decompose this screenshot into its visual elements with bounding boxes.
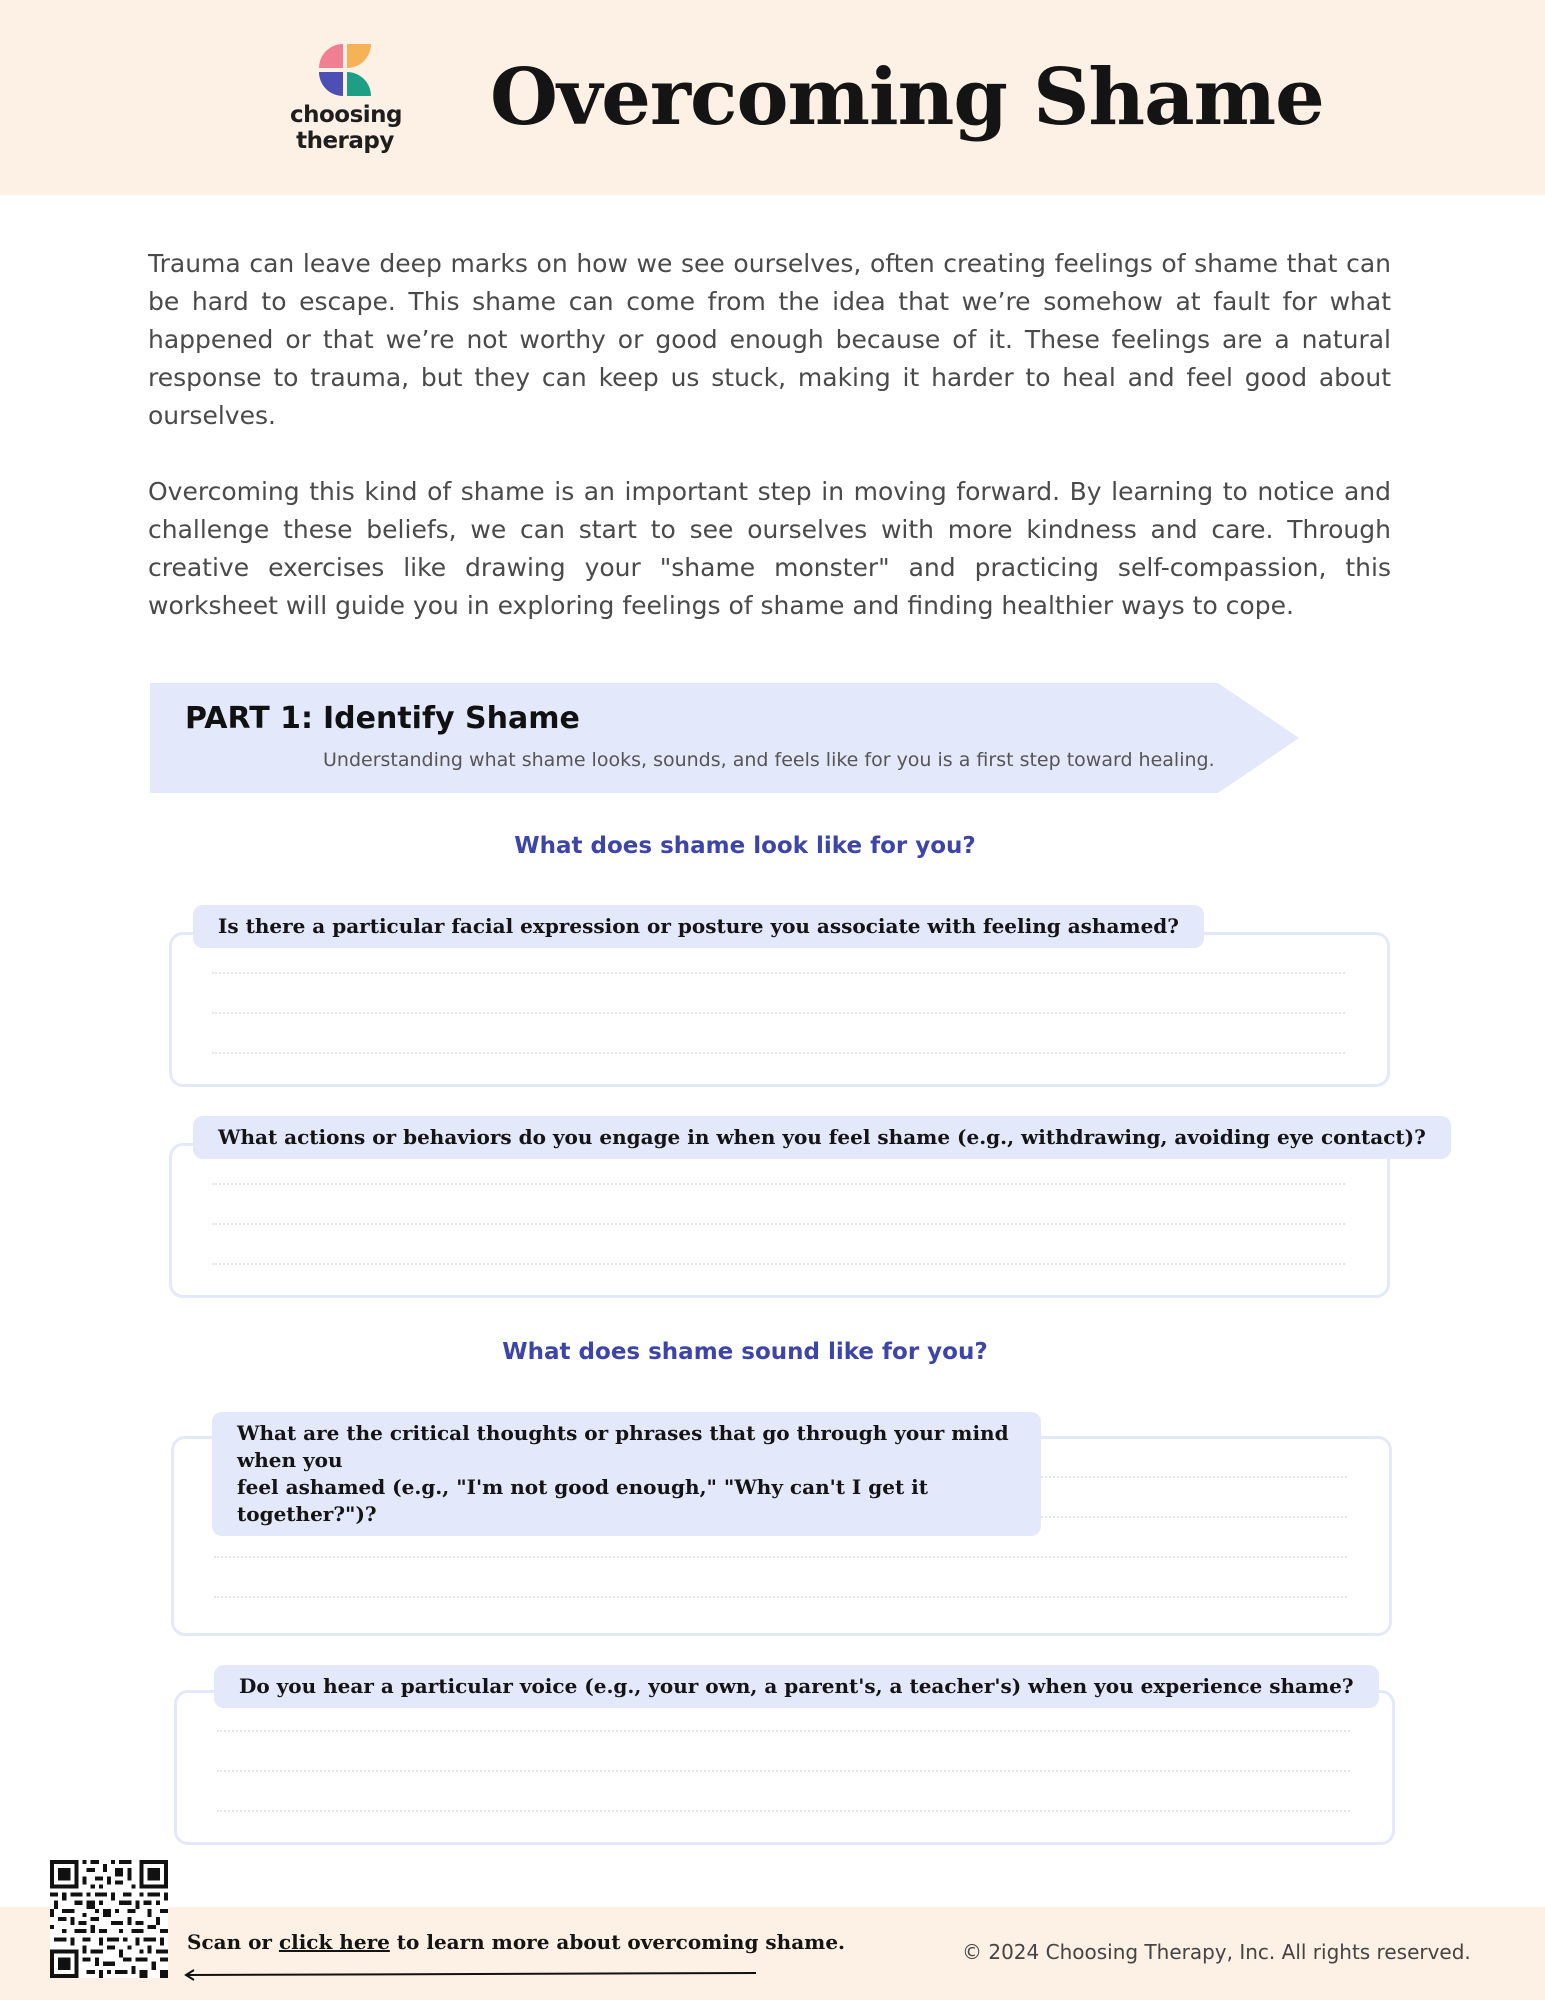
intro-text (148, 245, 1391, 663)
section-heading-sound: What does shame sound like for you? (502, 1339, 988, 1365)
answer-line (217, 1730, 1350, 1732)
intro-paragraph-1: Trauma can leave deep marks on how we see ourselves, often creating feelings of shame that can be hard to escape. This shame can come from the idea that we’re somehow at fault for what happened or that we’re not worthy or good enough because of it. These feelings are a natural response to trauma, but they can keep us stuck, making it harder to heal and feel good about ourselves. (148, 249, 1391, 430)
copyright-notice: © 2024 Choosing Therapy, Inc. All rights reserved. (962, 1940, 1471, 1964)
part-label: PART 1: (185, 701, 313, 736)
part-1-banner (150, 683, 1300, 793)
logo-mark-icon (315, 40, 375, 100)
logo-text-choosing: choosing (290, 102, 403, 128)
question-q4: Do you hear a particular voice (e.g., your own, a parent's, a teacher's) when you experience shame? (214, 1665, 1379, 1708)
answer-line (214, 1556, 1347, 1558)
click-here-link[interactable]: click here (278, 1930, 390, 1954)
answer-line (217, 1810, 1350, 1812)
question-q3-line-2: feel ashamed (e.g., "I'm not good enough," "Why can't I get it together?")? (237, 1475, 928, 1526)
answer-line (212, 1052, 1345, 1054)
part-subtitle: Understanding what shame looks, sounds, and feels like for you is a first step toward healing. (323, 749, 1215, 771)
answer-line (214, 1596, 1347, 1598)
question-q2: What actions or behaviors do you engage in when you feel shame (e.g., withdrawing, avoiding eye contact)? (193, 1116, 1451, 1159)
question-q3 (212, 1412, 1041, 1536)
footer-learn-more (187, 1930, 845, 1954)
logo-text-therapy: therapy (296, 128, 394, 154)
intro-paragraph-2: Overcoming this kind of shame is an important step in moving forward. By learning to notice and challenge these beliefs, we can start to see ourselves with more kindness and care. Through creative exercises like drawing your "shame monster" and practicing self-compassion, this worksheet will guide you in exploring feelings of shame and finding healthier ways to cope. (148, 477, 1391, 620)
answer-line (212, 1183, 1345, 1185)
answer-line (212, 1223, 1345, 1225)
page-title: Overcoming Shame (490, 52, 1324, 143)
choosing-therapy-logo (290, 40, 403, 154)
answer-line (212, 972, 1345, 974)
answer-line (217, 1770, 1350, 1772)
footer-scan-prefix: Scan or (187, 1930, 279, 1954)
answer-box-q2[interactable] (169, 1143, 1390, 1298)
part-title: Identify Shame (323, 701, 580, 736)
answer-line (212, 1263, 1345, 1265)
answer-line (212, 1012, 1345, 1014)
question-q3-line-1: What are the critical thoughts or phrases that go through your mind when you (237, 1421, 1009, 1472)
question-q1: Is there a particular facial expression or posture you associate with feeling ashamed? (193, 905, 1204, 948)
qr-code-icon[interactable] (50, 1860, 168, 1978)
arrow-left-icon (183, 1968, 758, 1982)
section-heading-look: What does shame look like for you? (514, 833, 976, 859)
answer-box-q4[interactable] (174, 1690, 1395, 1845)
banner-arrow-shape (150, 683, 1300, 793)
answer-box-q1[interactable] (169, 932, 1390, 1087)
footer-scan-suffix: to learn more about overcoming shame. (389, 1930, 846, 1954)
